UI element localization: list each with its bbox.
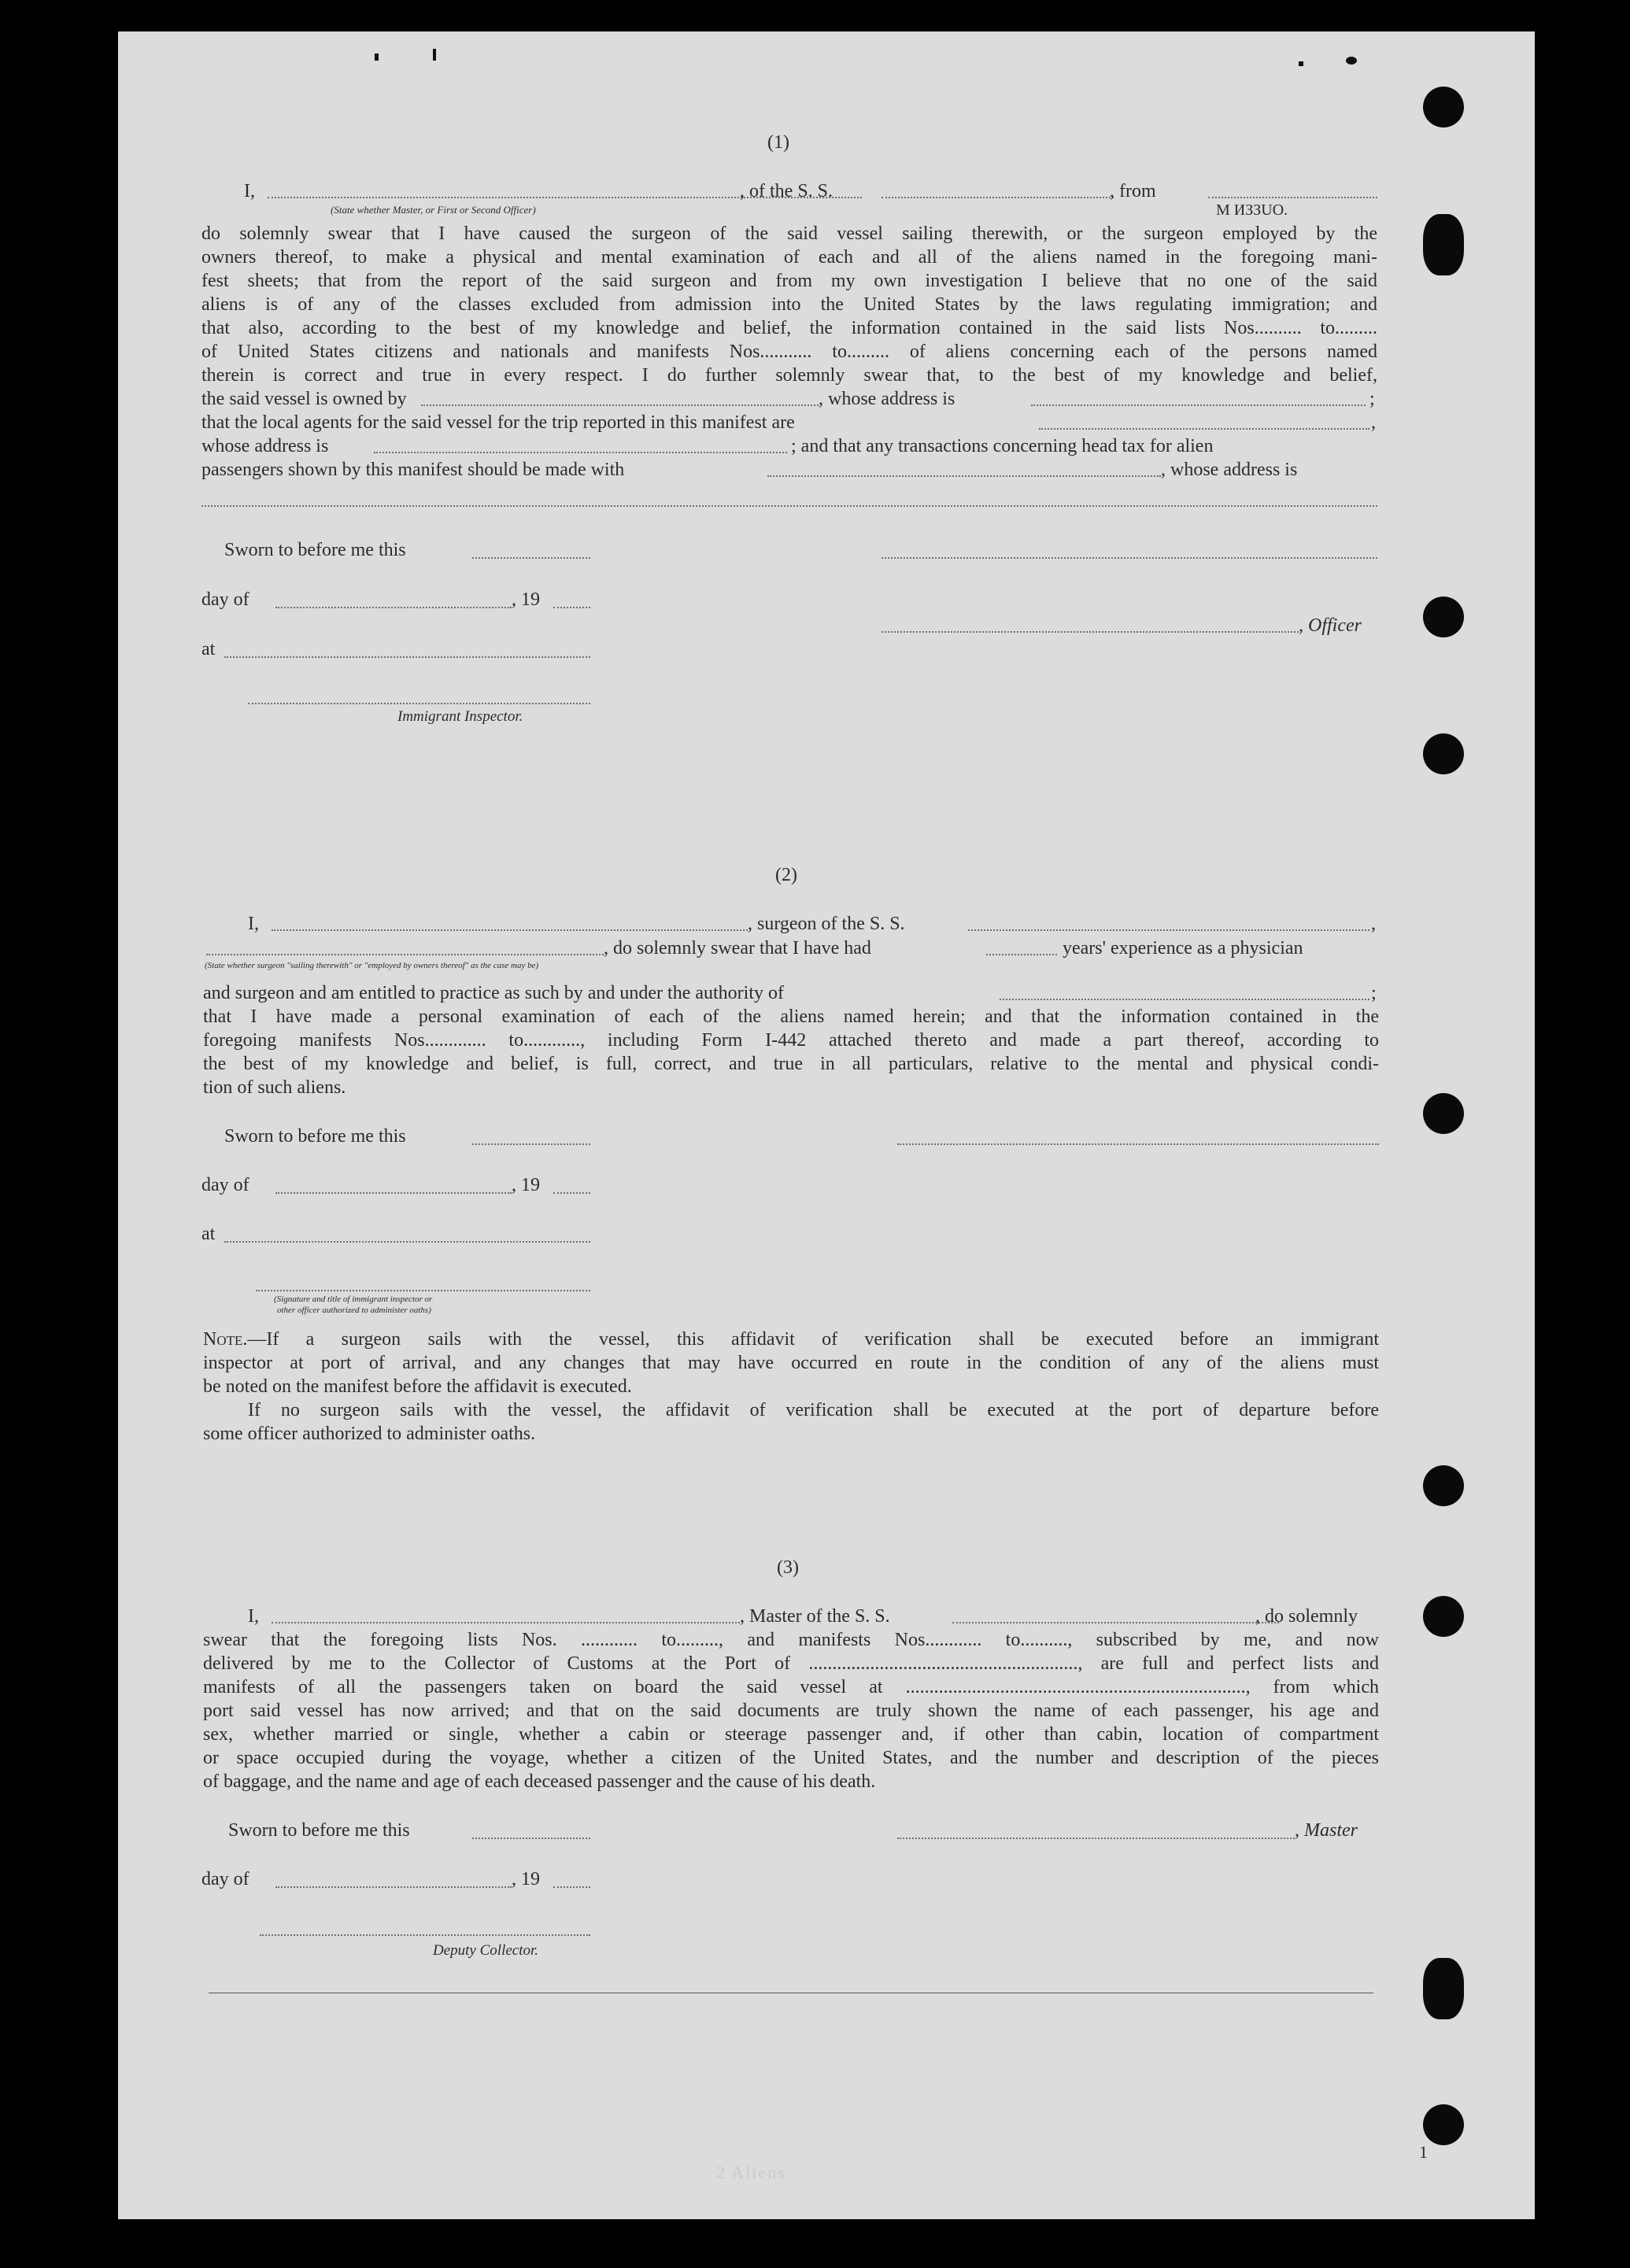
s1-para-line-3: fest sheets; that from the report of the said surgeon and from my own investigation I believe that no one of the said [201, 271, 1377, 291]
s3-vessel-field[interactable] [952, 1622, 1279, 1623]
section-3-number: (3) [777, 1557, 799, 1578]
s3-para-line-1: swear that the foregoing lists Nos. ............ to........., and manifests Nos............ to.........., subscribed by me, and now [203, 1630, 1379, 1650]
s2-comma-1: , [1371, 914, 1376, 934]
document-page [118, 31, 1535, 2219]
s2-note-label: Note. [203, 1329, 248, 1350]
s3-master-name-field[interactable] [272, 1622, 740, 1623]
s1-para-line-7: therein is correct and true in every respect. I do further solemnly swear that, to the best of my knowledge and belief, [201, 365, 1377, 386]
scan-speck [375, 54, 379, 61]
punch-hole [1423, 733, 1464, 774]
s2-note-line-3: be noted on the manifest before the affidavit is executed. [203, 1376, 632, 1397]
s1-from-label: , from [1110, 181, 1156, 201]
section-3 [118, 31, 1535, 2219]
s3-deputy-label: Deputy Collector. [433, 1942, 539, 1959]
punch-hole [1423, 214, 1464, 275]
s2-authority-label: and surgeon and am entitled to practice as such by and under the authority of [203, 983, 784, 1003]
s3-day-of-field[interactable] [275, 1886, 512, 1888]
s2-last-line: tion of such aliens. [203, 1077, 346, 1098]
s1-officer-caption: (State whether Master, or First or Second Officer) [331, 204, 536, 216]
s1-head-tax: ; and that any transactions concerning head tax for alien [791, 436, 1214, 456]
s1-para-line-2: owners thereof, to make a physical and mental examination of each and all of the aliens named in the foregoing mani- [201, 247, 1377, 268]
s3-sworn-label: Sworn to before me this [228, 1820, 410, 1841]
s3-master-signature-field[interactable] [897, 1838, 1295, 1839]
s2-sworn-label: Sworn to before me this [224, 1126, 406, 1147]
s1-para-line-4: aliens is of any of the classes excluded from admission into the United States by the laws regulating immigration; and [201, 294, 1377, 315]
s3-para-line-4: port said vessel has now arrived; and that on the said documents are truly shown the name of each passenger, his age and [203, 1701, 1379, 1721]
s2-note2-line-1: If no surgeon sails with the vessel, the affidavit of verification shall be executed at the port of departure before [248, 1400, 1379, 1420]
s2-para-line-1: that I have made a personal examination of each of the aliens named herein; and that the information contained in the [203, 1007, 1379, 1027]
s3-sworn-date-field[interactable] [472, 1838, 590, 1839]
bleed-through-text: 2 Aliens [716, 2163, 786, 2182]
s3-last-line: of baggage, and the name and age of each deceased passenger and the cause of his death. [203, 1771, 876, 1792]
s1-day-of-label: day of [201, 589, 249, 610]
s3-year-field[interactable] [553, 1886, 590, 1888]
punch-hole [1423, 1093, 1464, 1134]
s1-stamp-text: M ИЗЗUO. [1216, 201, 1288, 219]
s3-para-line-5: sex, whether married or single, whether a cabin or steerage passenger and, if other than cabin, location of compartment [203, 1724, 1379, 1745]
section-1-number: (1) [767, 132, 789, 153]
s2-surgeon-label: , surgeon of the S. S. [748, 914, 905, 934]
s1-i-label: I, [244, 181, 255, 201]
s1-nineteen-label: , 19 [512, 589, 540, 610]
s3-para-line-6: or space occupied during the voyage, whether a citizen of the United States, and the number and description of the pieces [203, 1748, 1379, 1768]
s2-at-label: at [201, 1224, 216, 1244]
s2-i-label: I, [248, 914, 259, 934]
s1-whose-address-1: , whose address is [819, 389, 955, 409]
punch-hole [1423, 597, 1464, 637]
page-mark: 1 [1419, 2142, 1428, 2162]
s2-day-of-label: day of [201, 1175, 249, 1195]
s1-semicolon-1: ; [1369, 389, 1375, 409]
s2-years-text: years' experience as a physician [1063, 938, 1303, 959]
s2-semicolon-1: ; [1371, 983, 1377, 1003]
section-2-number: (2) [775, 865, 797, 885]
s1-comma-1: , [1371, 412, 1376, 433]
s1-local-agents-label: that the local agents for the said vessel for the trip reported in this manifest are [201, 412, 795, 433]
punch-hole [1423, 1958, 1464, 2019]
s3-deputy-signature-field[interactable] [260, 1934, 590, 1936]
s3-i-label: I, [248, 1606, 259, 1627]
s2-surgeon-caption: (State whether surgeon "sailing therewith" or "employed by owners thereof" as the case may be) [205, 961, 539, 970]
s1-of-ss-label: , of the S. S. [740, 181, 833, 201]
s2-signature-caption-1: (Signature and title of immigrant inspector or [274, 1295, 433, 1304]
s1-whose-address-3: , whose address is [1161, 460, 1298, 480]
punch-hole [1423, 87, 1464, 127]
scan-speck [1299, 61, 1303, 66]
s1-para-line-5: that also, according to the best of my knowledge and belief, the information contained in the said lists Nos.......... to......... [201, 318, 1377, 338]
scan-speck [1346, 57, 1357, 65]
s2-note-line-2: inspector at port of arrival, and any changes that may have occurred en route in the condition of any of the aliens must [203, 1353, 1379, 1373]
punch-hole [1423, 1596, 1464, 1637]
s2-para-line-3: the best of my knowledge and belief, is full, correct, and true in all particulars, relative to the mental and physical condi- [203, 1054, 1379, 1074]
s1-inspector-label: Immigrant Inspector. [397, 708, 523, 725]
scan-speck [433, 49, 436, 61]
s3-solemnly-label: , do solemnly [1255, 1606, 1358, 1627]
s2-sworn-text: , do solemnly swear that I have had [604, 938, 871, 959]
s3-master-label: , Master of the S. S. [740, 1606, 890, 1627]
s3-para-line-2: delivered by me to the Collector of Customs at the Port of ........................................................., are full and perfect lists and [203, 1653, 1379, 1674]
s1-sworn-label: Sworn to before me this [224, 540, 406, 560]
s2-note2-line-2: some officer authorized to administer oaths. [203, 1424, 536, 1444]
s2-para-line-2: foregoing manifests Nos............. to............, including Form I-442 attached thereto and made a part thereof, according to [203, 1030, 1379, 1051]
s2-note-text-1: —If a surgeon sails with the vessel, this affidavit of verification shall be executed before an immigrant [247, 1329, 1379, 1350]
s1-para-line-6: of United States citizens and nationals and manifests Nos........... to......... of aliens concerning each of the persons named [201, 342, 1377, 362]
s1-whose-address-2: whose address is [201, 436, 329, 456]
s2-nineteen-label: , 19 [512, 1175, 540, 1195]
s2-signature-caption-2: other officer authorized to administer oaths) [277, 1306, 431, 1315]
s3-para-line-3: manifests of all the passengers taken on board the said vessel at ........................................................................, from which [203, 1677, 1379, 1697]
s1-passengers-label: passengers shown by this manifest should be made with [201, 460, 625, 480]
s3-nineteen-label: , 19 [512, 1869, 540, 1889]
punch-hole [1423, 2104, 1464, 2145]
s3-master-title: , Master [1295, 1820, 1358, 1841]
punch-hole [1423, 1465, 1464, 1506]
s1-owned-by-label: the said vessel is owned by [201, 389, 407, 409]
s3-day-of-label: day of [201, 1869, 249, 1889]
s1-officer-label: , Officer [1299, 615, 1362, 636]
s1-at-label: at [201, 639, 216, 659]
s1-para-line-1: do solemnly swear that I have caused the surgeon of the said vessel sailing therewith, or the surgeon employed by the [201, 223, 1377, 244]
